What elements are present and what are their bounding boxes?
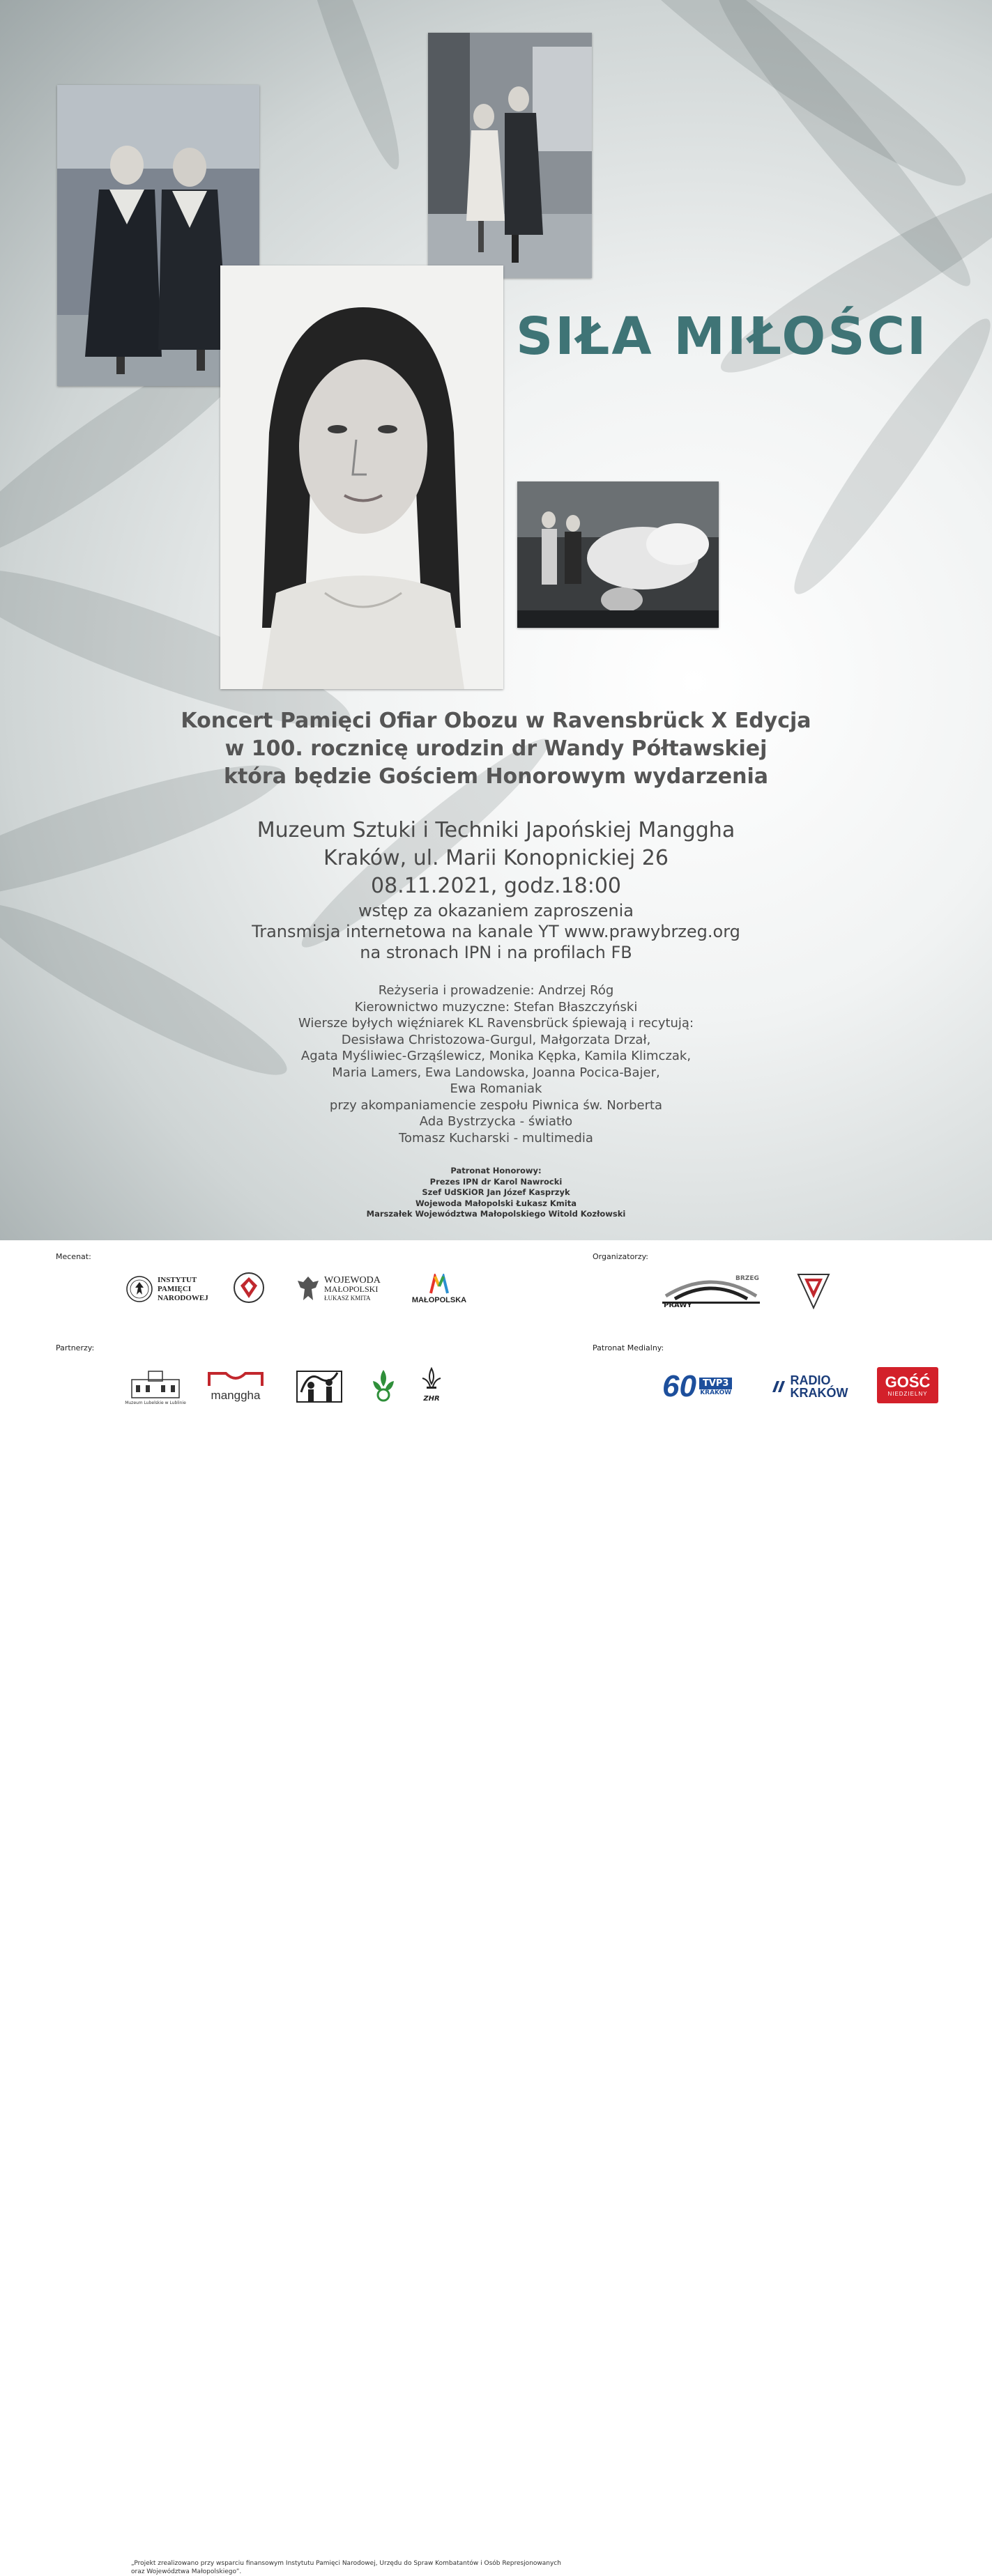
- piwnica-logo: [293, 1363, 346, 1406]
- ipn-line: NARODOWEJ: [158, 1293, 208, 1302]
- patronage-line: Wojewoda Małopolski Łukasz Kmita: [415, 1198, 577, 1208]
- patronat-medialny-label: Patronat Medialny:: [593, 1343, 664, 1352]
- concert-line: która będzie Gościem Honorowym wydarzenia: [224, 764, 768, 789]
- malopolska-logo: [411, 1267, 467, 1311]
- concert-line: Koncert Pamięci Ofiar Obozu w Ravensbrück X Edycja: [181, 709, 811, 733]
- honorary-patronage: [0, 1166, 992, 1220]
- credit-line: Ewa Romaniak: [450, 1081, 542, 1096]
- venue-line: Kraków, ul. Marii Konopnickiej 26: [323, 846, 669, 870]
- patronage-line: Marszałek Województwa Małopolskiego Witold Kozłowski: [366, 1209, 626, 1219]
- muzeum-lubelskie-label: Muzeum Lubelskie w Lublinie: [125, 1400, 186, 1405]
- ipn-logo: [125, 1268, 216, 1310]
- radio-label: RADIO: [790, 1373, 831, 1387]
- prawy-label: PRAWY: [664, 1302, 692, 1309]
- wojewoda-line: MAŁOPOLSKI: [324, 1283, 379, 1294]
- credit-line: Reżyseria i prowadzenie: Andrzej Róg: [378, 983, 614, 998]
- gosc-niedzielny-logo: [877, 1367, 938, 1403]
- emblem-icon: [233, 1270, 265, 1305]
- tvp-krakow-label: KRAKÓW: [700, 1389, 732, 1396]
- credit-line: Kierownictwo muzyczne: Stefan Błaszczyński: [354, 999, 638, 1015]
- zhr-lily-icon: [420, 1367, 443, 1395]
- malopolska-label: MAŁOPOLSKA: [411, 1295, 467, 1304]
- manggha-label: manggha: [211, 1389, 261, 1402]
- credit-line: Maria Lamers, Ewa Landowska, Joanna Pocica-Bajer,: [332, 1065, 660, 1080]
- malopolska-m-icon: [428, 1274, 450, 1296]
- brzeg-label: BRZEG: [735, 1275, 759, 1282]
- credit-line: Tomasz Kucharski - multimedia: [399, 1130, 593, 1146]
- info-line: na stronach IPN i na profilach FB: [360, 943, 632, 962]
- muzeum-lubelskie-logo: [124, 1363, 187, 1409]
- niedzielny-label: NIEDZIELNY: [887, 1390, 928, 1397]
- radio-krakow-logo: [767, 1366, 850, 1407]
- scout-logo: [366, 1366, 401, 1405]
- zhr-label: ZHR: [423, 1394, 440, 1403]
- info-line: wstęp za okazaniem zaproszenia: [358, 901, 634, 920]
- credit-line: Desisława Christozowa-Gurgul, Małgorzata Drzał,: [341, 1032, 651, 1047]
- photo-campfire-group: [517, 481, 719, 628]
- leaf-shadow: [284, 0, 413, 175]
- tvp3-krakow-logo: [662, 1366, 767, 1407]
- credit-line: Wiersze byłych więźniarek KL Ravensbrück śpiewają i recytują:: [298, 1016, 694, 1031]
- partnerzy-label: Partnerzy:: [56, 1343, 95, 1352]
- wojewoda-line: WOJEWODA: [324, 1274, 381, 1286]
- piwnica-emblem-icon: [294, 1364, 344, 1405]
- patronage-line: Szef UdSKiOR Jan Józef Kasprzyk: [422, 1187, 570, 1197]
- scout-lily-icon: [367, 1367, 399, 1403]
- patronage-heading: Patronat Honorowy:: [450, 1166, 542, 1175]
- organizer-emblem-logo: [795, 1271, 832, 1311]
- ipn-line: PAMIĘCI: [158, 1284, 192, 1293]
- mecenat-label: Mecenat:: [56, 1252, 91, 1261]
- ipn-line: INSTYTUT: [158, 1275, 197, 1284]
- radio-wave-icon: [770, 1378, 786, 1395]
- wojewoda-line: ŁUKASZ KMITA: [324, 1294, 371, 1302]
- udskior-logo: [232, 1270, 266, 1306]
- shield-icon: [796, 1272, 831, 1311]
- manggha-logo: [204, 1364, 268, 1406]
- funding-note: „Projekt zrealizowano przy wsparciu finansowym Instytutu Pamięci Narodowej, Urzędu do Spraw Kombatantów i Osób Represjonowanych oraz Województwa Małopolskiego”.: [131, 2560, 561, 2575]
- credit-line: Ada Bystrzycka - światło: [419, 1114, 573, 1129]
- venue-info: [0, 817, 992, 963]
- zhr-logo: [415, 1363, 448, 1406]
- organizatorzy-label: Organizatorzy:: [593, 1252, 649, 1261]
- sponsors-bar: [0, 1240, 992, 2575]
- credit-line: Agata Myśliwiec-Grząślewicz, Monika Kępka, Kamila Klimczak,: [300, 1049, 692, 1063]
- radio-krakow-label: KRAKÓW: [790, 1386, 848, 1400]
- wave-icon: [208, 1368, 264, 1389]
- date-time: 08.11.2021, godz.18:00: [370, 874, 622, 898]
- castle-icon: [128, 1367, 183, 1401]
- eagle-seal-icon: [125, 1275, 153, 1303]
- gosc-label: GOŚĆ: [885, 1373, 931, 1391]
- concert-line: w 100. rocznicę urodzin dr Wandy Półtawskiej: [224, 736, 768, 761]
- concert-description: [0, 707, 992, 791]
- tvp3-label: TVP3: [699, 1378, 733, 1389]
- photo-portrait-woman: [220, 265, 503, 689]
- wojewoda-logo: [296, 1270, 387, 1309]
- poster: [0, 0, 992, 1240]
- tvp-60-label: 60: [662, 1369, 696, 1403]
- patronage-line: Prezes IPN dr Karol Nawrocki: [429, 1176, 563, 1187]
- photo-couple-walking: [428, 33, 592, 278]
- credits: [0, 982, 992, 1146]
- page-title: SIŁA MIŁOŚCI: [516, 307, 929, 367]
- venue-line: Muzeum Sztuki i Techniki Japońskiej Manggha: [257, 818, 735, 842]
- info-line: Transmisja internetowa na kanale YT www.prawybrzeg.org: [252, 922, 740, 941]
- credit-line: przy akompaniamencie zespołu Piwnica św. Norberta: [329, 1097, 663, 1113]
- eagle-icon: [296, 1274, 320, 1304]
